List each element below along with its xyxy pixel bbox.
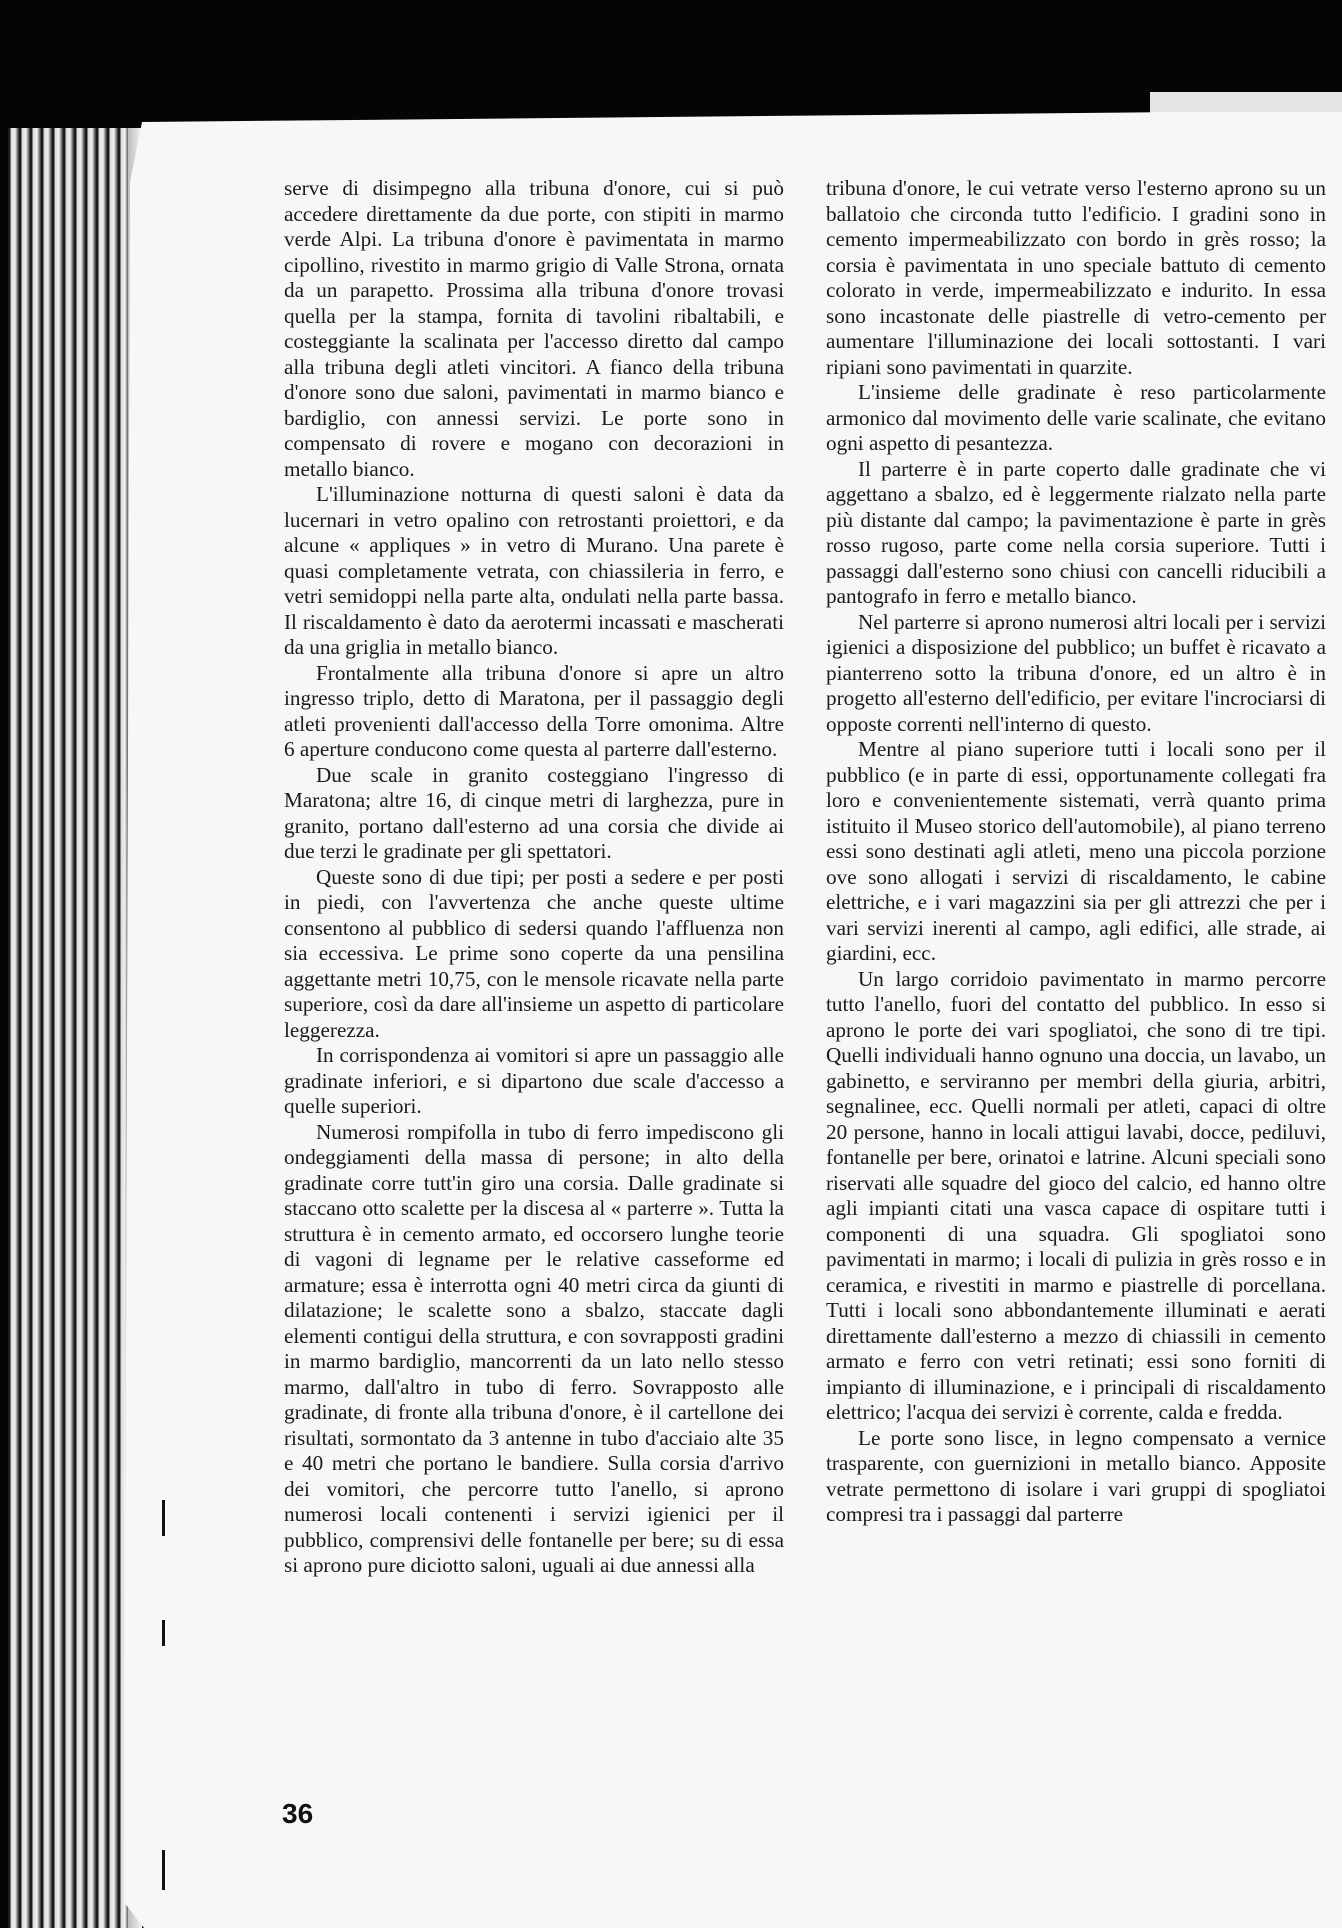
paragraph: Nel parterre si aprono numerosi altri locali per i servizi igienici a disposizione del pubblico; un buffet è ricavato a pianterreno sotto la tribuna d'onore, ed un altro è in progetto all'esterno dell'edificio, per evitare l'incrociarsi di opposte correnti nell'interno di questo.	[826, 609, 1326, 736]
book-page-edges	[8, 128, 138, 1928]
paragraph: L'insieme delle gradinate è reso particolarmente armonico dal movimento delle varie scalinate, che evitano ogni aspetto di pesantezza.	[826, 380, 1326, 455]
right-text-column	[826, 176, 1326, 1528]
paragraph: serve di disimpegno alla tribuna d'onore, cui si può accedere direttamente da due porte, con stipiti in marmo verde Alpi. La tribuna d'onore è pavimentata in marmo cipollino, rivestito in marmo grigio di Valle Strona, ornata da un parapetto. Prossima alla tribuna d'onore trovasi quella per la stampa, fornita di tavolini ribaltabili, e costeggiante la scalinata per l'accesso diretto dal campo alla tribuna degli atleti vincitori. A fianco della tribuna d'onore sono due saloni, pavimentati in marmo bianco e bardiglio, con annessi servizi. Le porte sono in compensato di rovere e mogano con decorazioni in metallo bianco.	[284, 176, 784, 481]
paragraph: Queste sono di due tipi; per posti a sedere e per posti in piedi, con l'avvertenza che anche queste ultime consentono al pubblico di sedersi quando l'affluenza non sia eccessiva. Le prime sono coperte da una pensilina aggettante metri 10,75, con le mensole ricavate nella parte superiore, così da dare all'insieme un aspetto di particolare leggerezza.	[284, 864, 784, 1042]
page-number: 36	[282, 1798, 314, 1829]
binding-mark	[162, 1500, 165, 1536]
binding-mark	[162, 1850, 165, 1890]
paragraph: In corrispondenza ai vomitori si apre un passaggio alle gradinate inferiori, e si dipartono due scale d'accesso a quelle superiori.	[284, 1043, 784, 1118]
paragraph: Il parterre è in parte coperto dalle gradinate che vi aggettano a sbalzo, ed è leggermente rialzato nella parte più distante dal campo; la pavimentazione è parte in grès rosso rugoso, parte come nella corsia superiore. Tutti i passaggi dall'esterno sono chiusi con cancelli riducibili a pantografo in ferro e metallo bianco.	[826, 456, 1326, 608]
paragraph: Frontalmente alla tribuna d'onore si apre un altro ingresso triplo, detto di Maratona, per il passaggio degli atleti provenienti dall'accesso della Torre omonima. Altre 6 aperture conducono come questa al parterre dall'esterno.	[284, 660, 784, 761]
paragraph: Due scale in granito costeggiano l'ingresso di Maratona; altre 16, di cinque metri di larghezza, pure in granito, portano dall'esterno ad una corsia che divide ai due terzi le gradinate per gli spettatori.	[284, 762, 784, 863]
paragraph: Numerosi rompifolla in tubo di ferro impediscono gli ondeggiamenti della massa di persone; in alto della gradinate corre tutt'in giro una corsia. Dalle gradinate si staccano otto scalette per la discesa al « parterre ». Tutta la struttura è in cemento armato, ed occorsero lunghe teorie di vagoni di legname per le relative casseforme ed armature; essa è interrotta ogni 40 metri circa da giunti di dilatazione; le scalette sono a sbalzo, staccate dagli elementi contigui della struttura, e con sovrapposti gradini in marmo bardiglio, mancorrenti da un lato nello stesso marmo, dall'altro in tubo di ferro. Sovrapposto alle gradinate, di fronte alla tribuna d'onore, è il cartellone dei risultati, sormontato da 3 antenne in tubo d'acciaio alte 35 e 40 metri che portano le bandiere. Sulla corsia d'arrivo dei vomitori, che percorre tutto l'anello, si aprono numerosi locali contenenti i servizi igienici per il pubblico, comprensivi delle fontanelle per bere; su di essa si aprono pure diciotto saloni, uguali ai due annessi alla	[284, 1119, 784, 1577]
paragraph: tribuna d'onore, le cui vetrate verso l'esterno aprono su un ballatoio che circonda tutto l'edificio. I gradini sono in cemento impermeabilizzato con bordo in grès rosso; la corsia è pavimentata in uno speciale battuto di cemento colorato in verde, impermeabilizzato e indurito. In essa sono incastonate delle piastrelle di vetro-cemento per aumentare l'illuminazione dei locali sottostanti. I vari ripiani sono pavimentati in quarzite.	[826, 176, 1326, 379]
paragraph: Mentre al piano superiore tutti i locali sono per il pubblico (e in parte di essi, opportunamente collegati fra loro e convenientemente sistemati, verrà quanto prima istituito il Museo storico dell'automobile), al piano terreno essi sono destinati agli atleti, meno una piccola porzione ove sono allogati i servizi di riscaldamento, le cabine elettriche, e i vari magazzini sia per gli attrezzi che per i vari servizi inerenti al campo, agli edifici, alle strade, ai giardini, ecc.	[826, 737, 1326, 965]
left-text-column	[284, 176, 784, 1579]
paragraph: Un largo corridoio pavimentato in marmo percorre tutto l'anello, fuori del contatto del pubblico. In esso si aprono le porte dei vari spogliatoi, che sono di tre tipi. Quelli individuali hanno ognuno una doccia, un lavabo, un gabinetto, e serviranno per membri della giuria, arbitri, segnalinee, ecc. Quelli normali per atleti, capaci di oltre 20 persone, hanno in locali attigui lavabi, docce, pediluvi, fontanelle per bere, orinatoi e latrine. Alcuni speciali sono riservati alle squadre del gioco del calcio, ed hanno oltre agli impianti citati una vasca capace di ospitare tutti i componenti di una squadra. Gli spogliatoi sono pavimentati in marmo; i locali di pulizia in grès rosso e in ceramica, e rivestiti in marmo e piastrelle di porcellana. Tutti i locali sono abbondantemente illuminati e aerati direttamente dall'esterno a mezzo di chiassili in cemento armato e ferro con vetri retinati; essi sono forniti di impianto di illuminazione, e i principali di riscaldamento elettrico; l'acqua dei servizi è corrente, calda e fredda.	[826, 966, 1326, 1424]
binding-mark	[162, 1620, 165, 1646]
paragraph: Le porte sono lisce, in legno compensato a vernice trasparente, con guernizioni in metallo bianco. Apposite vetrate permettono di isolare i vari gruppi di spogliatoi compresi tra i passaggi dal parterre	[826, 1425, 1326, 1526]
paragraph: L'illuminazione notturna di questi saloni è data da lucernari in vetro opalino con retrostanti proiettori, e da alcune « appliques » in vetro di Murano. Una parete è quasi completamente vetrata, con chiassileria in ferro, e vetri semidoppi nella parte alta, ondulati nella parte bassa. Il riscaldamento è dato da aerotermi incassati e mascherati da una griglia in metallo bianco.	[284, 482, 784, 659]
